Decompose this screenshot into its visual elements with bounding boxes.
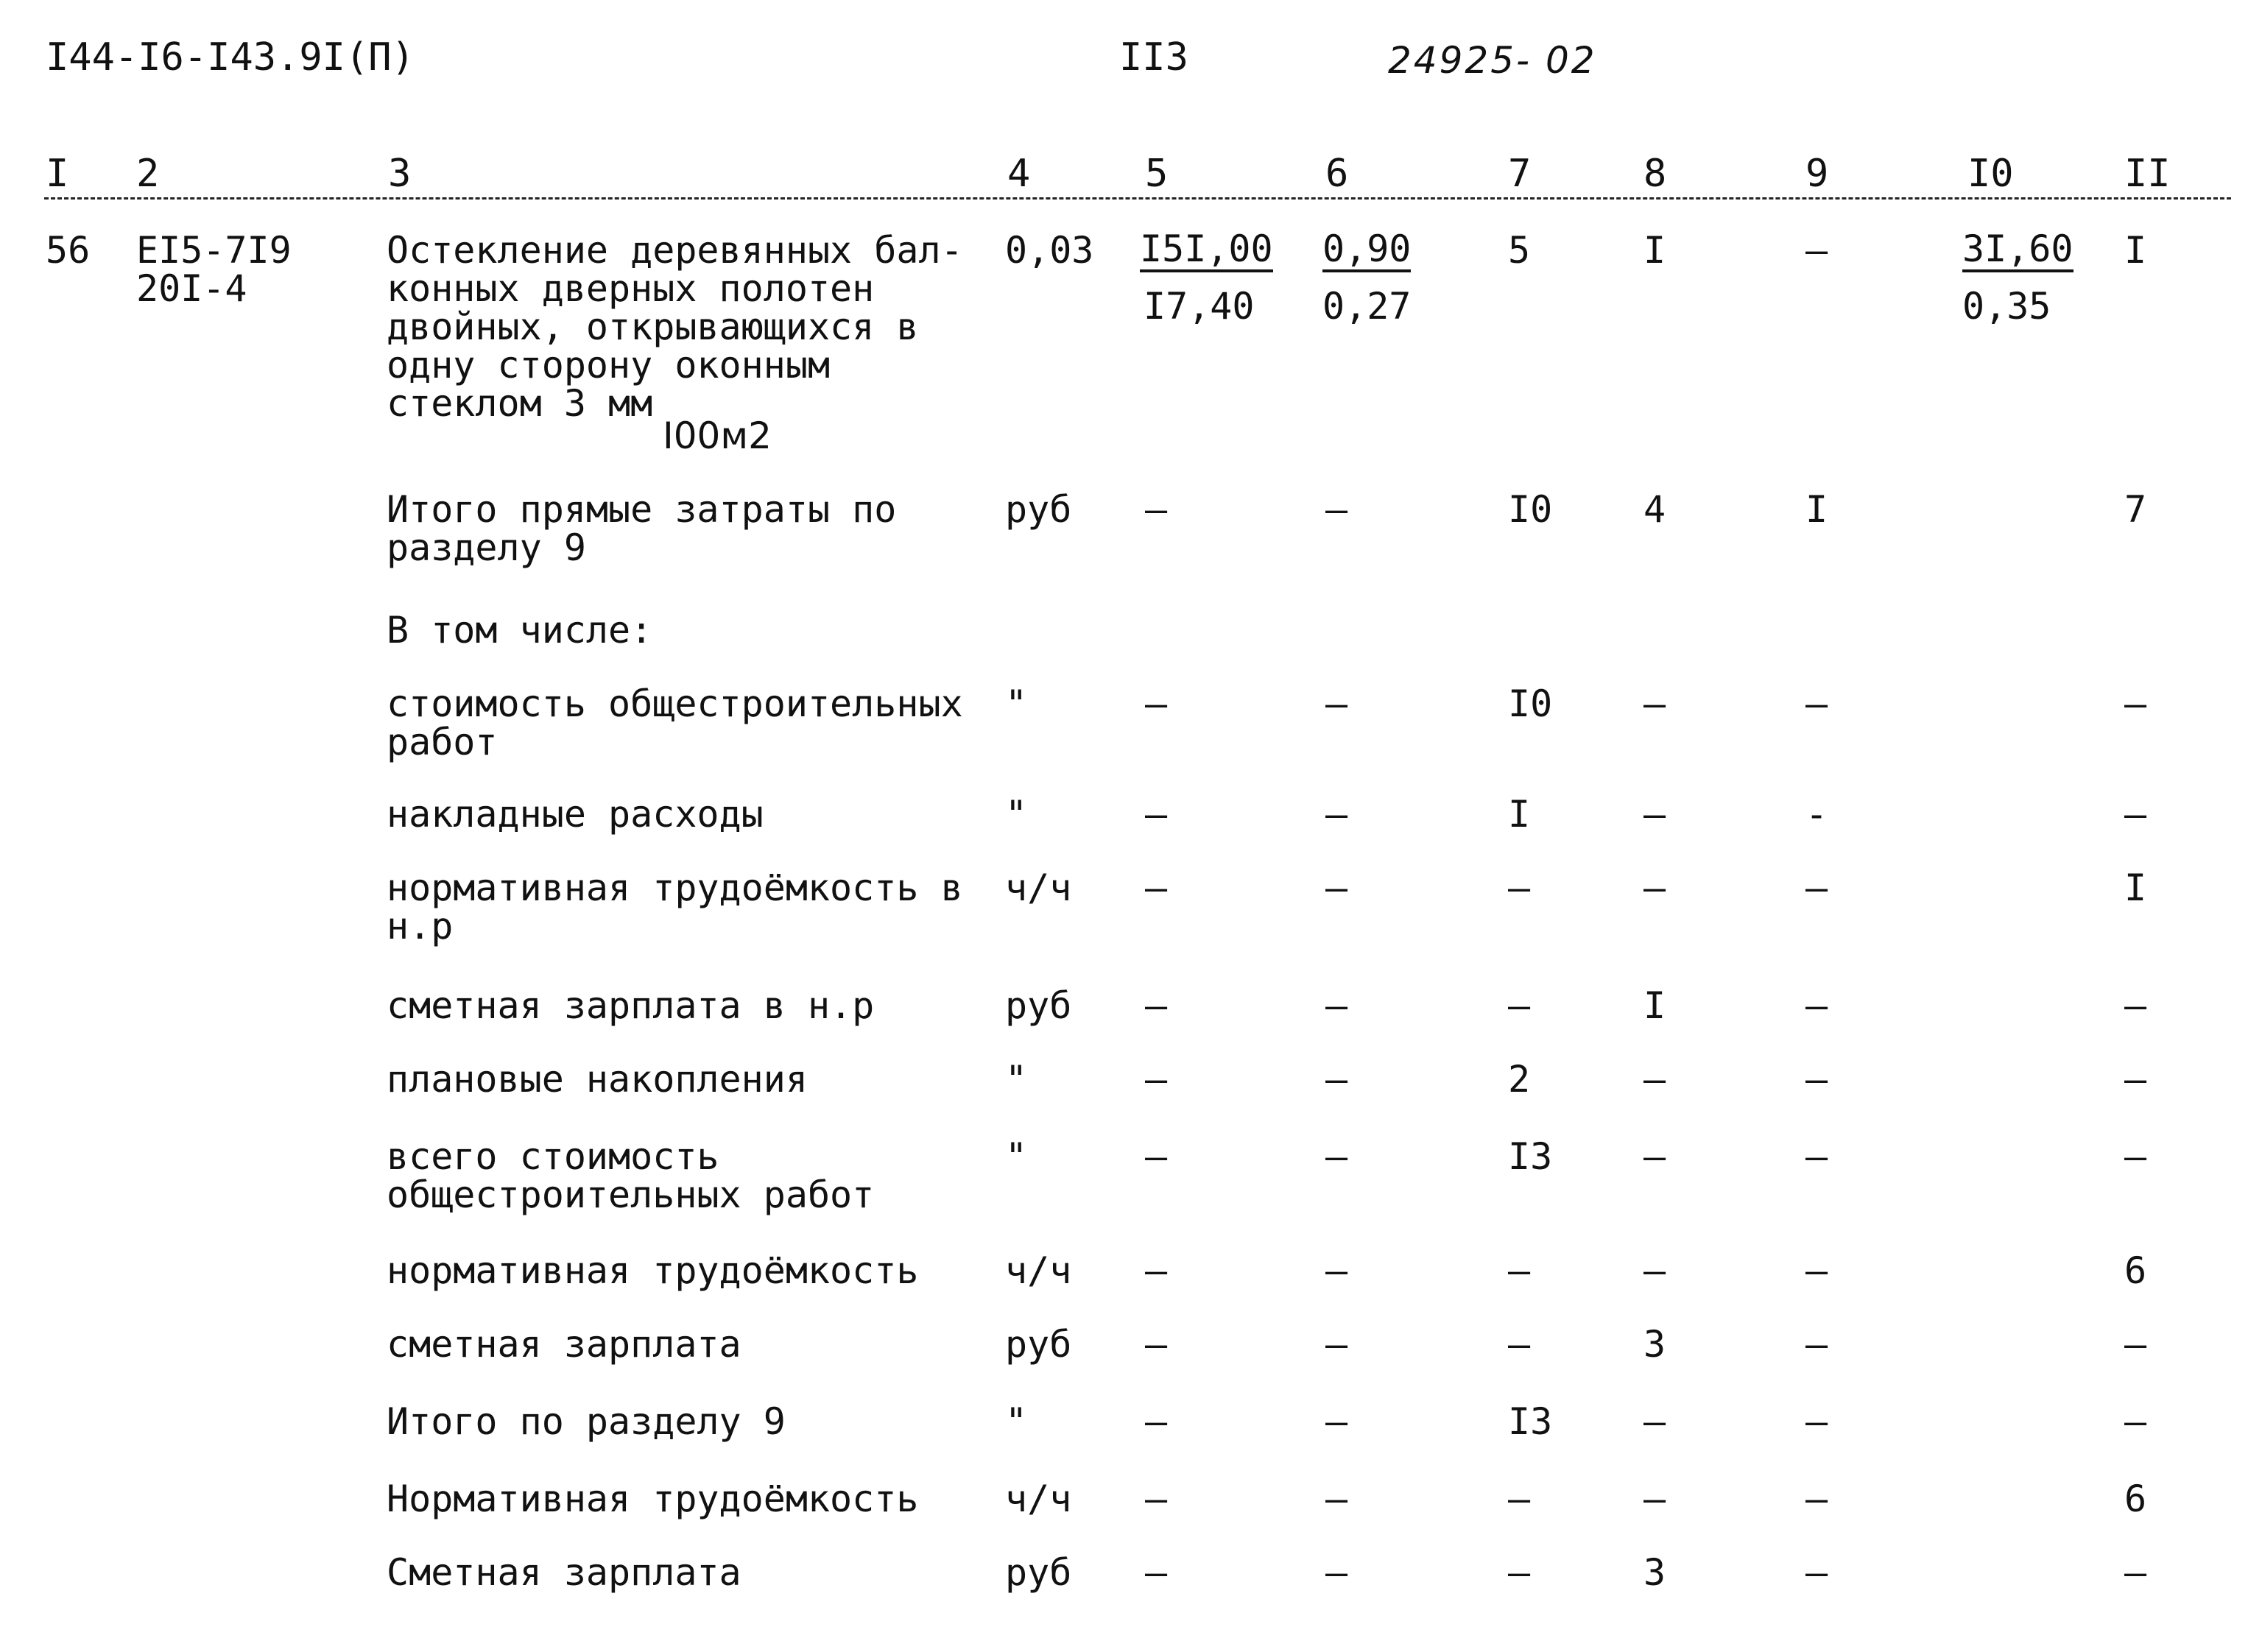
row-unit: руб [1005,1323,1072,1366]
row-col5: – [1145,1400,1168,1443]
row-col7: – [1508,1323,1531,1366]
item-col5-top: I5I,00 [1140,230,1273,272]
column-number-9: 9 [1805,152,1829,196]
row-col11: – [2124,1058,2147,1101]
item-code-line2: 20I-4 [136,267,247,310]
item-col11: I [2124,229,2147,272]
row-unit: ч/ч [1005,866,1072,909]
row-col11: – [2124,1400,2147,1443]
row-col7: I0 [1508,488,1553,531]
row-label: Итого прямые затраты по разделу 9 [387,488,897,569]
row-unit: руб [1005,984,1072,1027]
row-col5: – [1145,1058,1168,1101]
row-col8: – [1643,1135,1666,1178]
row-col8: I [1643,984,1666,1027]
row-col7: I3 [1508,1400,1553,1443]
row-unit: " [1005,1058,1028,1101]
row-col11: – [2124,793,2147,836]
document-code: I44-I6-I43.9I(П) [46,35,415,80]
item-col5-bottom: I7,40 [1144,285,1255,328]
row-label: сметная зарплата в н.р [387,984,875,1027]
row-label: нормативная трудоёмкость в н.р [387,866,963,947]
column-number-3: 3 [388,152,412,196]
item-code-line1: EI5-7I9 [136,229,292,272]
row-col9: – [1805,1551,1828,1594]
row-col7: 2 [1508,1058,1531,1101]
row-col9: – [1805,1478,1828,1520]
row-col6: – [1325,682,1348,725]
row-col7: – [1508,1249,1531,1292]
row-col6: – [1325,488,1348,531]
row-col8: – [1643,1058,1666,1101]
row-col11: – [2124,682,2147,725]
item-col6-bottom: 0,27 [1322,285,1412,328]
row-col7: – [1508,984,1531,1027]
row-col6: – [1325,793,1348,836]
row-col11: 6 [2124,1249,2147,1292]
row-col8: – [1643,1478,1666,1520]
row-col11: 6 [2124,1478,2147,1520]
column-number-6: 6 [1325,152,1349,196]
row-col9: – [1805,866,1828,909]
row-unit: ч/ч [1005,1249,1072,1292]
row-col6: – [1325,1135,1348,1178]
row-label: Итого по разделу 9 [387,1400,786,1443]
row-col5: – [1145,1135,1168,1178]
row-col6: – [1325,1249,1348,1292]
row-col6: – [1325,1551,1348,1594]
row-label: В том числе: [387,609,653,652]
row-col7: I0 [1508,682,1553,725]
row-col8: – [1643,1249,1666,1292]
row-col8: – [1643,1400,1666,1443]
row-col8: 3 [1643,1323,1666,1366]
row-col6: – [1325,984,1348,1027]
row-col7: – [1508,1478,1531,1520]
row-col9: – [1805,1400,1828,1443]
row-label: стоимость общестроительных работ [387,682,963,763]
row-label: Нормативная трудоёмкость [387,1478,919,1520]
row-col5: – [1145,488,1168,531]
row-col9: – [1805,1249,1828,1292]
row-unit: " [1005,793,1028,836]
row-col5: – [1145,1249,1168,1292]
item-unit-measure: I00м2 [663,414,772,457]
row-unit: руб [1005,488,1072,531]
item-col10-top: 3I,60 [1962,230,2074,272]
column-number-11: II [2124,152,2171,196]
row-col9: – [1805,1058,1828,1101]
row-col6: – [1325,1400,1348,1443]
header-divider [44,197,2231,200]
row-col7: – [1508,1551,1531,1594]
row-col9: – [1805,1323,1828,1366]
page-number: II3 [1119,35,1188,80]
row-col8: – [1643,866,1666,909]
row-label: Сметная зарплата [387,1551,741,1594]
column-number-7: 7 [1508,152,1532,196]
row-col9: - [1805,793,1828,836]
row-label: нормативная трудоёмкость [387,1249,919,1292]
row-col5: – [1145,1478,1168,1520]
row-unit: " [1005,1400,1028,1443]
item-col6-top: 0,90 [1322,230,1411,272]
column-number-1: I [46,152,69,196]
column-number-5: 5 [1145,152,1169,196]
item-description: Остекление деревянных бал- конных дверных полотен двойных, открывающихся в одну сторону оконным стеклом 3 мм [387,229,963,425]
row-col7: – [1508,866,1531,909]
item-number: 56 [46,229,91,272]
column-number-8: 8 [1643,152,1667,196]
row-label: всего стоимость общестроительных работ [387,1135,875,1216]
row-col6: – [1325,866,1348,909]
item-col8: I [1643,229,1666,272]
row-col11: – [2124,1323,2147,1366]
row-col7: I3 [1508,1135,1553,1178]
row-col5: – [1145,682,1168,725]
row-col9: – [1805,984,1828,1027]
row-col6: – [1325,1058,1348,1101]
row-col5: – [1145,866,1168,909]
row-col9: – [1805,682,1828,725]
row-col8: 3 [1643,1551,1666,1594]
row-label: плановые накопления [387,1058,808,1101]
row-unit: " [1005,1135,1028,1178]
item-col7: 5 [1508,229,1531,272]
row-col5: – [1145,984,1168,1027]
row-col6: – [1325,1478,1348,1520]
row-col5: – [1145,1551,1168,1594]
row-col11: I [2124,866,2147,909]
row-unit: руб [1005,1551,1072,1594]
row-col7: I [1508,793,1531,836]
row-col8: – [1643,793,1666,836]
row-col8: – [1643,682,1666,725]
item-quantity: 0,03 [1005,229,1094,272]
item-col9: – [1805,229,1828,272]
column-number-10: I0 [1967,152,2014,196]
archive-number: 24925- 02 [1388,39,1597,82]
row-label: накладные расходы [387,793,764,836]
item-col10-bottom: 0,35 [1962,285,2051,328]
row-col11: – [2124,1551,2147,1594]
row-col9: I [1805,488,1828,531]
row-unit: " [1005,682,1028,725]
column-number-2: 2 [136,152,160,196]
row-col9: – [1805,1135,1828,1178]
row-unit: ч/ч [1005,1478,1072,1520]
row-col11: – [2124,984,2147,1027]
row-col5: – [1145,793,1168,836]
row-col6: – [1325,1323,1348,1366]
row-col5: – [1145,1323,1168,1366]
column-number-4: 4 [1007,152,1031,196]
row-label: сметная зарплата [387,1323,741,1366]
row-col11: – [2124,1135,2147,1178]
row-col11: 7 [2124,488,2147,531]
row-col8: 4 [1643,488,1666,531]
